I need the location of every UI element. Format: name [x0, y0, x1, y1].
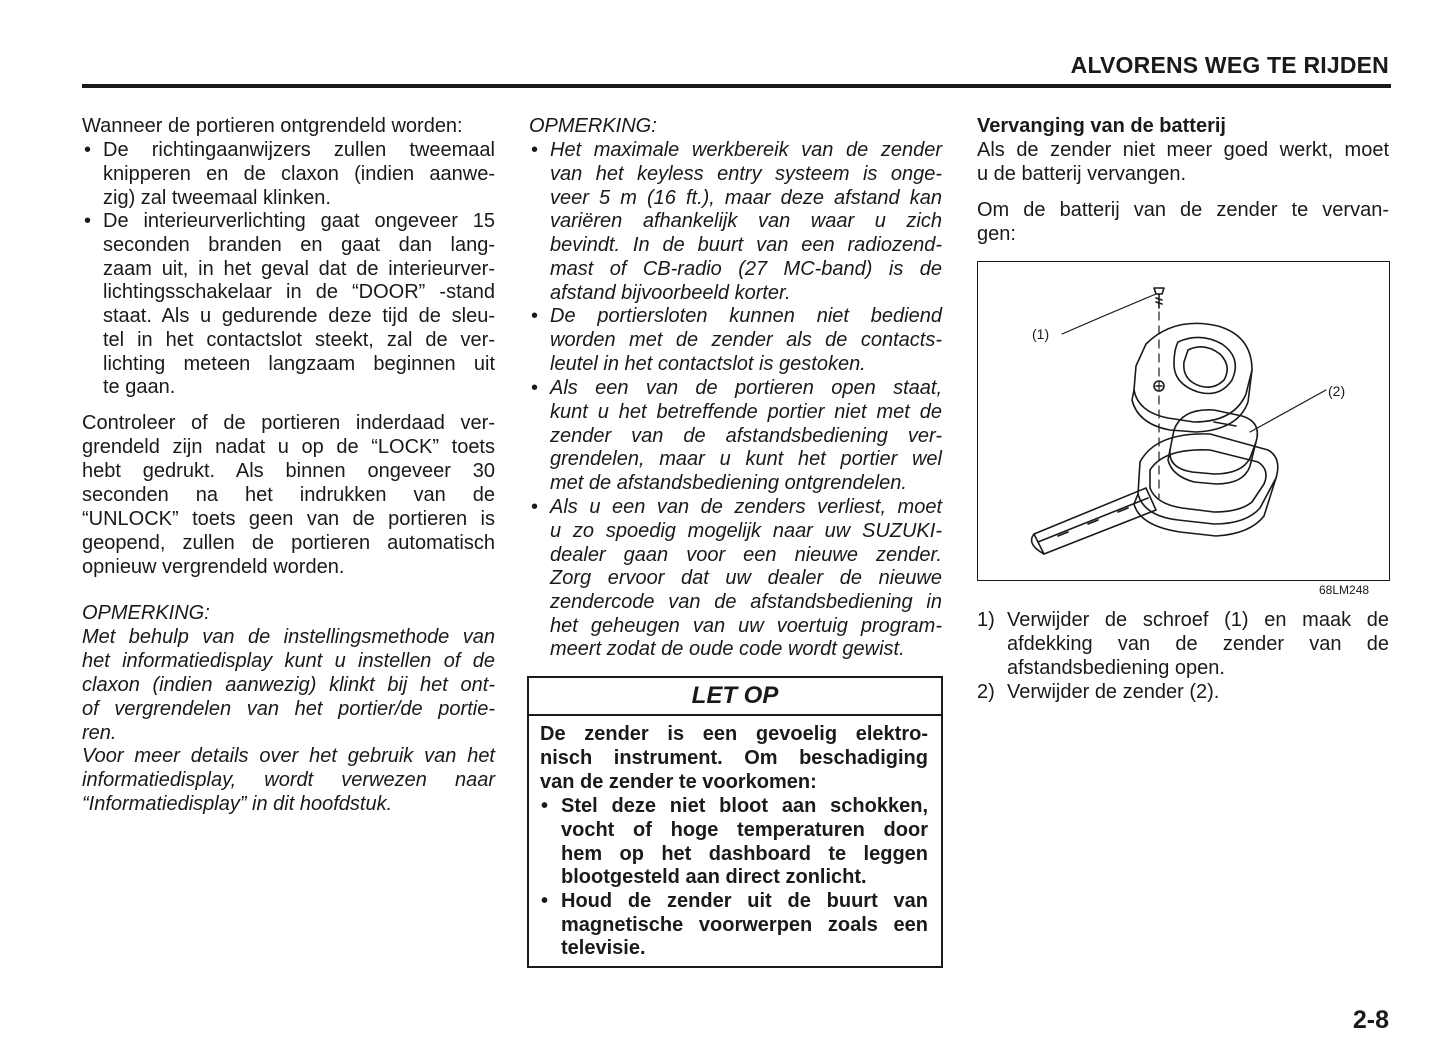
caution-line: Stel deze niet bloot aan schokken, [561, 795, 928, 817]
fob-top-cover [1132, 323, 1252, 432]
bullet-marker: • [84, 139, 92, 161]
note-line: Als een van de portieren open staat, [550, 377, 942, 399]
bullet-marker: • [531, 305, 539, 327]
caution-line: magnetische voorwerpen zoals een [561, 914, 928, 936]
text-line: “UNLOCK” toets geen van de portieren is [82, 508, 495, 530]
note-line: zender van de afstandsbediening ver- [550, 425, 942, 447]
note-line: Voor meer details over het gebruik van het [82, 745, 495, 767]
section-heading: Vervanging van de batterij [977, 115, 1226, 137]
caution-line: van de zender te voorkomen: [540, 771, 817, 793]
note-line: “Informatiedisplay” in dit hoofdstuk. [82, 793, 393, 815]
caution-title-rule [529, 714, 941, 716]
note-line: leutel in het contactslot is gestoken. [550, 353, 866, 375]
text-line: Controleer of de portieren inderdaad ver- [82, 412, 495, 434]
note-line: afstand bijvoorbeeld korter. [550, 282, 791, 304]
note-line: zendercode van de afstandsbediening in [550, 591, 942, 613]
text-line: hebt gedrukt. Als binnen ongeveer 30 [82, 460, 495, 482]
note-line: het informatiedisplay kunt u instellen of de [82, 650, 495, 672]
text-line: u de batterij vervangen. [977, 163, 1187, 185]
caution-line: blootgesteld aan direct zonlicht. [561, 866, 867, 888]
text-line: seconden na het indrukken van de [82, 484, 495, 506]
note-line: ren. [82, 722, 117, 744]
note-line: met de afstandsbediening ontgrendelen. [550, 472, 907, 494]
text-line: lichtingsschakelaar in de “DOOR” -stand [103, 281, 495, 303]
text-line: opnieuw vergrendeld worden. [82, 556, 345, 578]
note-line: De portiersloten kunnen niet bediend [550, 305, 942, 327]
callout-label-2: (2) [1328, 383, 1346, 399]
header-rule [82, 84, 1391, 88]
text-line: seconden branden en gaat dan lang- [103, 234, 495, 256]
note-line: u zo spoedig mogelijk naar uw SUZUKI- [550, 520, 942, 542]
note-label: OPMERKING: [82, 602, 210, 624]
note-line: Het maximale werkbereik van de zender [550, 139, 942, 161]
text-line: lichting meteen langzaam beginnen uit [103, 353, 495, 375]
caution-line: hem op het dashboard te leggen [561, 843, 928, 865]
key-fob-illustration [978, 262, 1389, 580]
note-line: Zorg ervoor dat uw dealer de nieuwe [550, 567, 942, 589]
note-line: variëren afhankelijk van waar u zich [550, 210, 942, 232]
text-line: zaam uit, in het geval dat de interieurver- [103, 258, 495, 280]
screw-icon [1154, 288, 1164, 308]
text-line: staat. Als u gedurende deze tijd de sleu- [103, 305, 495, 327]
step-number: 1) [977, 609, 995, 631]
bullet-marker: • [531, 377, 539, 399]
text-line: Om de batterij van de zender te vervan- [977, 199, 1389, 221]
caution-line: vocht of hoge temperaturen door [561, 819, 928, 841]
bullet-marker: • [541, 890, 549, 912]
note-line: bevindt. In de buurt van een radiozend- [550, 234, 942, 256]
bullet-marker: • [531, 496, 539, 518]
step-number: 2) [977, 681, 995, 703]
step-line: Verwijder de zender (2). [1007, 681, 1220, 703]
bullet-marker: • [541, 795, 549, 817]
callout-leader-1 [1062, 294, 1156, 334]
note-line: mast of CB-radio (27 MC-band) is de [550, 258, 942, 280]
text-line: gen: [977, 223, 1016, 245]
text-line: zig) zal tweemaal klinken. [103, 187, 331, 209]
caution-line: Houd de zender uit de buurt van [561, 890, 928, 912]
callout-label-1: (1) [1032, 326, 1050, 342]
caution-line: televisie. [561, 937, 646, 959]
note-line: informatiedisplay, wordt verwezen naar [82, 769, 495, 791]
note-line: het geheugen van uw voertuig program- [550, 615, 942, 637]
figure-frame [977, 261, 1390, 581]
note-line: Met behulp van de instellingsmethode van [82, 626, 495, 648]
fob-bottom-case [1134, 434, 1278, 536]
step-line: Verwijder de schroef (1) en maak de [1007, 609, 1389, 631]
text-line: tel in het contactslot steekt, zal de ver- [103, 329, 495, 351]
caution-line: nisch instrument. Om beschadiging [540, 747, 928, 769]
bullet-marker: • [84, 210, 92, 232]
key-blade [1032, 488, 1156, 554]
note-label: OPMERKING: [529, 115, 657, 137]
text-line: Als de zender niet meer goed werkt, moet [977, 139, 1389, 161]
note-line: veer 5 m (16 ft.), maar deze afstand kan [550, 187, 942, 209]
step-line: afstandsbediening open. [1007, 657, 1225, 679]
text-line: te gaan. [103, 376, 176, 398]
text-line: De interieurverlichting gaat ongeveer 15 [103, 210, 495, 232]
note-line: Als u een van de zenders verliest, moet [550, 496, 942, 518]
callout-leader-2 [1250, 390, 1326, 432]
note-line: kunt u het betreffende portier niet met de [550, 401, 942, 423]
page-header-title: ALVORENS WEG TE RIJDEN [1070, 52, 1389, 78]
page-number: 2-8 [1352, 1006, 1389, 1034]
note-line: dealer gaan voor een nieuwe zender. [550, 544, 942, 566]
note-line: van het keyless entry systeem is onge- [550, 163, 942, 185]
step-line: afdekking van de zender van de [1007, 633, 1389, 655]
text-line: De richtingaanwijzers zullen tweemaal [103, 139, 495, 161]
figure-code: 68LM248 [1319, 583, 1370, 597]
note-line: of vergrendelen van het portier/de portie- [82, 698, 495, 720]
text-line: geopend, zullen de portieren automatisch [82, 532, 495, 554]
text-line: grendeld zijn nadat u op de “LOCK” toets [82, 436, 495, 458]
note-line: grendelen, maar u kunt het portier wel [550, 448, 942, 470]
note-line: meert zodat de oude code wordt gewist. [550, 638, 905, 660]
note-line: claxon (indien aanwezig) klinkt bij het ont- [82, 674, 495, 696]
intro-text: Wanneer de portieren ontgrendeld worden: [82, 115, 463, 137]
caution-title: LET OP [691, 682, 779, 709]
bullet-marker: • [531, 139, 539, 161]
caution-line: De zender is een gevoelig elektro- [540, 723, 928, 745]
text-line: knipperen en de claxon (indien aanwe- [103, 163, 495, 185]
note-line: worden met de zender als de contacts- [550, 329, 942, 351]
